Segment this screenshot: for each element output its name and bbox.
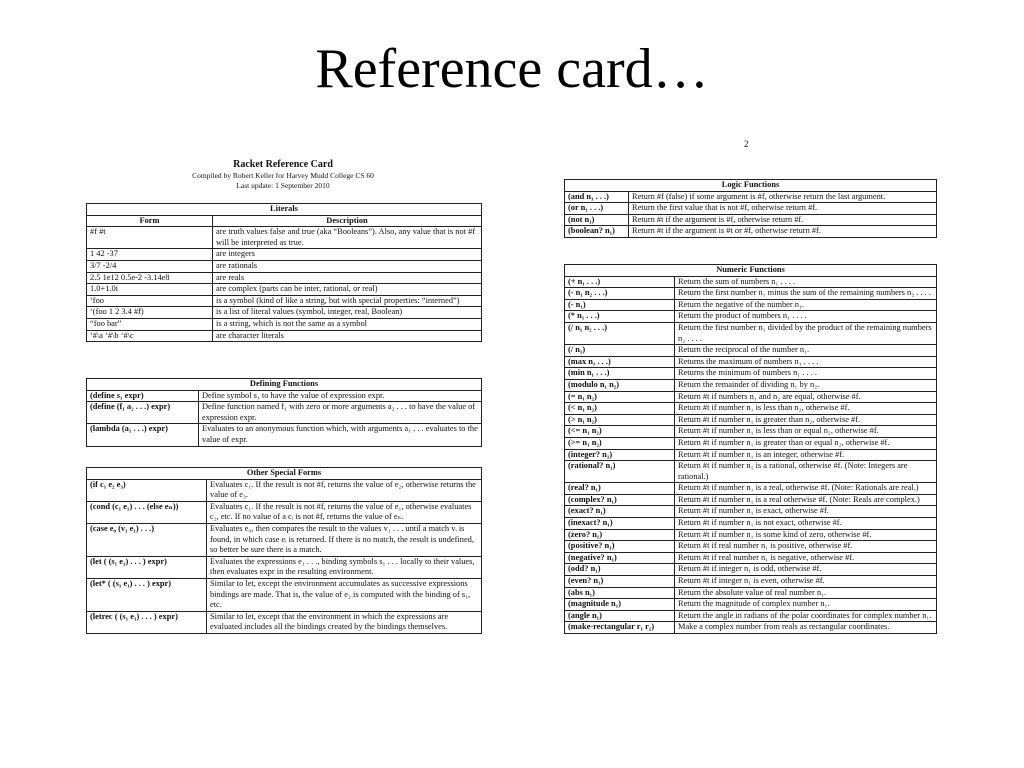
form-cell: (inexact? n₁) bbox=[565, 518, 675, 530]
table-row bbox=[565, 191, 937, 203]
description-cell: Return #t if the argument is #f, otherwise return #f. bbox=[629, 214, 937, 226]
description-cell: Define symbol s₁ to have the value of expression expr. bbox=[199, 390, 482, 402]
description-cell: are truth values false and true (aka “Booleans”). Also, any value that is not #f will be interpreted as true. bbox=[213, 227, 482, 249]
description-cell: are reals bbox=[213, 272, 482, 284]
form-cell: (= n₁ n₂) bbox=[565, 391, 675, 403]
card-header bbox=[86, 158, 480, 191]
description-cell: is a list of literal values (symbol, integer, real, Boolean) bbox=[213, 307, 482, 319]
table-row bbox=[565, 345, 937, 357]
form-cell: (- n₁ n₂ . . .) bbox=[565, 288, 675, 300]
table-row bbox=[565, 426, 937, 438]
card-compiled-by: Compiled by Robert Keller for Harvey Mudd College CS 60 bbox=[192, 171, 374, 180]
description-cell: Make a complex number from reals as rectangular coordinates. bbox=[675, 622, 937, 634]
description-cell: Return #t if numbers n₁ and n₂ are equal, otherwise #f. bbox=[675, 391, 937, 403]
description-cell: Return #t if number n₁ is not exact, otherwise #f. bbox=[675, 518, 937, 530]
table-row bbox=[87, 523, 482, 556]
description-cell: Return the negative of the number n₁. bbox=[675, 299, 937, 311]
form-cell: (letrec ( (s₁ e₁) . . . ) expr) bbox=[87, 611, 207, 633]
description-cell: Return the first number n₁ divided by the product of the remaining numbers n₂ . . . . bbox=[675, 322, 937, 344]
table-row bbox=[565, 214, 937, 226]
table-row bbox=[565, 379, 937, 391]
table-row bbox=[565, 276, 937, 288]
description-cell: Return #t if the argument is #t or #f, otherwise return #f. bbox=[629, 226, 937, 238]
description-cell: Return the first value that is not #f, otherwise return #f. bbox=[629, 203, 937, 215]
table-row bbox=[565, 437, 937, 449]
form-cell: (complex? n₁) bbox=[565, 494, 675, 506]
form-cell: (not n₁) bbox=[565, 214, 629, 226]
form-cell: (+ n₁ . . .) bbox=[565, 276, 675, 288]
table-row bbox=[87, 402, 482, 424]
logic-functions-table bbox=[564, 179, 937, 238]
numeric-functions-table bbox=[564, 264, 937, 634]
form-cell: (cond (c₁ e₁) . . . (else eₙ)) bbox=[87, 501, 207, 523]
form-cell: (> n₁ n₂) bbox=[565, 414, 675, 426]
form-cell: (- n₁) bbox=[565, 299, 675, 311]
form-cell: (magnitude n₁) bbox=[565, 599, 675, 611]
form-cell: (>= n₁ n₂) bbox=[565, 437, 675, 449]
description-cell: Evaluates to an anonymous function which, with arguments a₁ . . . evaluates to the value of expr. bbox=[199, 424, 482, 446]
table-row bbox=[565, 552, 937, 564]
table-row bbox=[565, 449, 937, 461]
form-cell: (<= n₁ n₂) bbox=[565, 426, 675, 438]
description-cell: Return #t if number n₁ is a rational, otherwise #f. (Note: Integers are rational.) bbox=[675, 461, 937, 483]
table-row bbox=[565, 483, 937, 495]
table-row bbox=[565, 576, 937, 588]
description-cell: Return the sum of numbers n₁ . . . . bbox=[675, 276, 937, 288]
logic-caption: Logic Functions bbox=[565, 180, 937, 192]
description-cell: Return #t if number n₁ is less than or equal n₂, otherwise #f. bbox=[675, 426, 937, 438]
form-cell: (modulo n₁ n₂) bbox=[565, 379, 675, 391]
form-cell: 1 42 -37 bbox=[87, 249, 213, 261]
form-cell: ‘foo bbox=[87, 295, 213, 307]
description-cell: Return the first number n₁ minus the sum of the remaining numbers n₂ . . . . bbox=[675, 288, 937, 300]
form-cell: (/ n₁ n₂ . . .) bbox=[565, 322, 675, 344]
description-cell: Return the reciprocal of the number n₁. bbox=[675, 345, 937, 357]
table-row bbox=[565, 529, 937, 541]
table-row bbox=[565, 518, 937, 530]
form-cell: (* n₁ . . .) bbox=[565, 311, 675, 323]
table-row bbox=[565, 599, 937, 611]
form-cell: (let* ( (s₁ e₁) . . . ) expr) bbox=[87, 578, 207, 611]
table-row bbox=[565, 311, 937, 323]
table-row bbox=[565, 541, 937, 553]
card-title: Racket Reference Card bbox=[233, 159, 333, 170]
form-cell: (max n₁ . . .) bbox=[565, 356, 675, 368]
table-row bbox=[87, 330, 482, 342]
form-cell: (case e₀ (v₁ e₁) . . .) bbox=[87, 523, 207, 556]
table-row bbox=[565, 391, 937, 403]
table-row bbox=[87, 556, 482, 578]
description-cell: Evaluates c₁. If the result is not #f, returns the value of e₂, otherwise returns the value of e₃. bbox=[207, 479, 482, 501]
description-cell: Return the remainder of dividing n₁ by n₂. bbox=[675, 379, 937, 391]
table-row bbox=[87, 611, 482, 633]
form-cell: (min n₁ . . .) bbox=[565, 368, 675, 380]
description-cell: Return the absolute value of real number n₁. bbox=[675, 587, 937, 599]
form-cell: (positive? n₁) bbox=[565, 541, 675, 553]
column-header-description: Description bbox=[213, 215, 482, 227]
table-row bbox=[87, 318, 482, 330]
table-row bbox=[87, 501, 482, 523]
table-row bbox=[565, 288, 937, 300]
table-row bbox=[565, 226, 937, 238]
description-cell: are character literals bbox=[213, 330, 482, 342]
table-row bbox=[565, 403, 937, 415]
form-cell: (or n₁ . . .) bbox=[565, 203, 629, 215]
description-cell: Return #t if number n₁ is greater than or equal n₂, otherwise #f. bbox=[675, 437, 937, 449]
form-cell: ‘(foo 1 2 3.4 #f) bbox=[87, 307, 213, 319]
form-cell: (zero? n₁) bbox=[565, 529, 675, 541]
form-cell: (rational? n₁) bbox=[565, 461, 675, 483]
description-cell: are complex (parts can be inter, rational, or real) bbox=[213, 284, 482, 296]
table-row bbox=[87, 307, 482, 319]
table-row bbox=[565, 356, 937, 368]
table-row bbox=[87, 390, 482, 402]
defining-functions-table bbox=[86, 378, 482, 447]
description-cell: Return the product of numbers n₁ . . . . bbox=[675, 311, 937, 323]
description-cell: is a string, which is not the same as a symbol bbox=[213, 318, 482, 330]
form-cell: “foo bar” bbox=[87, 318, 213, 330]
form-cell: (and n₁ . . .) bbox=[565, 191, 629, 203]
description-cell: Evaluates c₁. If the result is not #f, returns the value of e₁, otherwise evaluates c₂, etc. If no value of a cᵢ is not #f, returns the value of eₙ. bbox=[207, 501, 482, 523]
column-header-form: Form bbox=[87, 215, 213, 227]
table-row bbox=[565, 587, 937, 599]
table-row bbox=[565, 322, 937, 344]
table-row bbox=[87, 249, 482, 261]
form-cell: (even? n₁) bbox=[565, 576, 675, 588]
table-row bbox=[565, 299, 937, 311]
form-cell: (negative? n₁) bbox=[565, 552, 675, 564]
table-row bbox=[87, 227, 482, 249]
description-cell: Return #t if integer n₁ is odd, otherwise #f. bbox=[675, 564, 937, 576]
form-cell: (let ( (s₁ e₁) . . . ) expr) bbox=[87, 556, 207, 578]
table-row bbox=[565, 494, 937, 506]
form-cell: (integer? n₁) bbox=[565, 449, 675, 461]
description-cell: Return #t if number n₁ is greater than n₂, otherwise #f. bbox=[675, 414, 937, 426]
form-cell: 2.5 1e12 0.5e-2 -3.14e8 bbox=[87, 272, 213, 284]
table-row bbox=[87, 272, 482, 284]
description-cell: Define function named f₁ with zero or more arguments a₂ . . . to have the value of expression expr. bbox=[199, 402, 482, 424]
table-row bbox=[565, 414, 937, 426]
table-row bbox=[565, 506, 937, 518]
description-cell: Return #t if integer n₁ is even, otherwise #f. bbox=[675, 576, 937, 588]
description-cell: Returns the maximum of numbers n₁ . . . . bbox=[675, 356, 937, 368]
form-cell: ‘#\a ‘#\b ‘#\c bbox=[87, 330, 213, 342]
form-cell: (if c₁ e₂ e₃) bbox=[87, 479, 207, 501]
form-cell: (odd? n₁) bbox=[565, 564, 675, 576]
form-cell: (boolean? n₁) bbox=[565, 226, 629, 238]
table-row bbox=[565, 622, 937, 634]
special-forms-table bbox=[86, 467, 482, 634]
table-row bbox=[565, 203, 937, 215]
table-row bbox=[87, 479, 482, 501]
form-cell: (angle n₁) bbox=[565, 610, 675, 622]
table-row bbox=[565, 461, 937, 483]
form-cell: (define (f₁ a₂ . . .) expr) bbox=[87, 402, 199, 424]
table-row bbox=[87, 260, 482, 272]
description-cell: Return #t if number n₁ is less than n₂, otherwise #f. bbox=[675, 403, 937, 415]
table-row bbox=[565, 610, 937, 622]
description-cell: Return #t if real number n₁ is negative, otherwise #f. bbox=[675, 552, 937, 564]
form-cell: 3/7 -2/4 bbox=[87, 260, 213, 272]
table-row bbox=[565, 564, 937, 576]
description-cell: Evaluates the expressions e₁ . . ., binding symbols s₁ . . . locally to their values, then evaluates expr in the resulting environment. bbox=[207, 556, 482, 578]
form-cell: (/ n₁) bbox=[565, 345, 675, 357]
description-cell: Return #t if number n₁ is a real otherwise #f. (Note: Reals are complex.) bbox=[675, 494, 937, 506]
form-cell: 1.0+1.0i bbox=[87, 284, 213, 296]
table-row bbox=[87, 578, 482, 611]
table-row bbox=[87, 424, 482, 446]
literals-caption: Literals bbox=[87, 204, 482, 216]
form-cell: (lambda (a₁ . . .) expr) bbox=[87, 424, 199, 446]
description-cell: are integers bbox=[213, 249, 482, 261]
table-row bbox=[87, 284, 482, 296]
defining-caption: Defining Functions bbox=[87, 379, 482, 391]
page-number: 2 bbox=[744, 139, 749, 149]
description-cell: Evaluates e₀, then compares the result to the values v₁ . . . until a match vᵢ is found, in which case eᵢ is returned. If there is no match, the result is undefined, so better be sure there is a match. bbox=[207, 523, 482, 556]
form-cell: (abs n₁) bbox=[565, 587, 675, 599]
description-cell: Return #t if real number n₁ is positive, otherwise #f. bbox=[675, 541, 937, 553]
description-cell: Return #f (false) if some argument is #f, otherwise return the last argument. bbox=[629, 191, 937, 203]
description-cell: are rationals bbox=[213, 260, 482, 272]
special-caption: Other Special Forms bbox=[87, 468, 482, 480]
description-cell: Returns the minimum of numbers n₁ . . . . bbox=[675, 368, 937, 380]
form-cell: (define s₁ expr) bbox=[87, 390, 199, 402]
table-row bbox=[87, 295, 482, 307]
form-cell: (make-rectangular r₁ r₂) bbox=[565, 622, 675, 634]
description-cell: Return the angle in radians of the polar coordinates for complex number n₁. bbox=[675, 610, 937, 622]
numeric-caption: Numeric Functions bbox=[565, 265, 937, 277]
literals-table bbox=[86, 203, 482, 342]
description-cell: Return the magnitude of complex number n₁. bbox=[675, 599, 937, 611]
form-cell: (real? n₁) bbox=[565, 483, 675, 495]
form-cell: (< n₁ n₂) bbox=[565, 403, 675, 415]
description-cell: Return #t if number n₁ is an integer, otherwise #f. bbox=[675, 449, 937, 461]
description-cell: is a symbol (kind of like a string, but with special properties: “interned”) bbox=[213, 295, 482, 307]
description-cell: Similar to let, except that the environment in which the expressions are evaluated includes all the bindings created by the bindings themselves. bbox=[207, 611, 482, 633]
form-cell: (exact? n₁) bbox=[565, 506, 675, 518]
description-cell: Return #t if number n₁ is exact, otherwise #f. bbox=[675, 506, 937, 518]
form-cell: #f #t bbox=[87, 227, 213, 249]
description-cell: Similar to let, except the environment accumulates as successive expressions bindings are made. That is, the value of e₂ is computed with the binding of s₁, etc. bbox=[207, 578, 482, 611]
description-cell: Return #t if number n₁ is a real, otherwise #f. (Note: Rationals are real.) bbox=[675, 483, 937, 495]
card-last-update: Last update: 1 September 2010 bbox=[236, 181, 330, 190]
table-row bbox=[565, 368, 937, 380]
description-cell: Return #t if number n₁ is some kind of zero, otherwise #f. bbox=[675, 529, 937, 541]
slide-title: Reference card… bbox=[315, 38, 709, 100]
